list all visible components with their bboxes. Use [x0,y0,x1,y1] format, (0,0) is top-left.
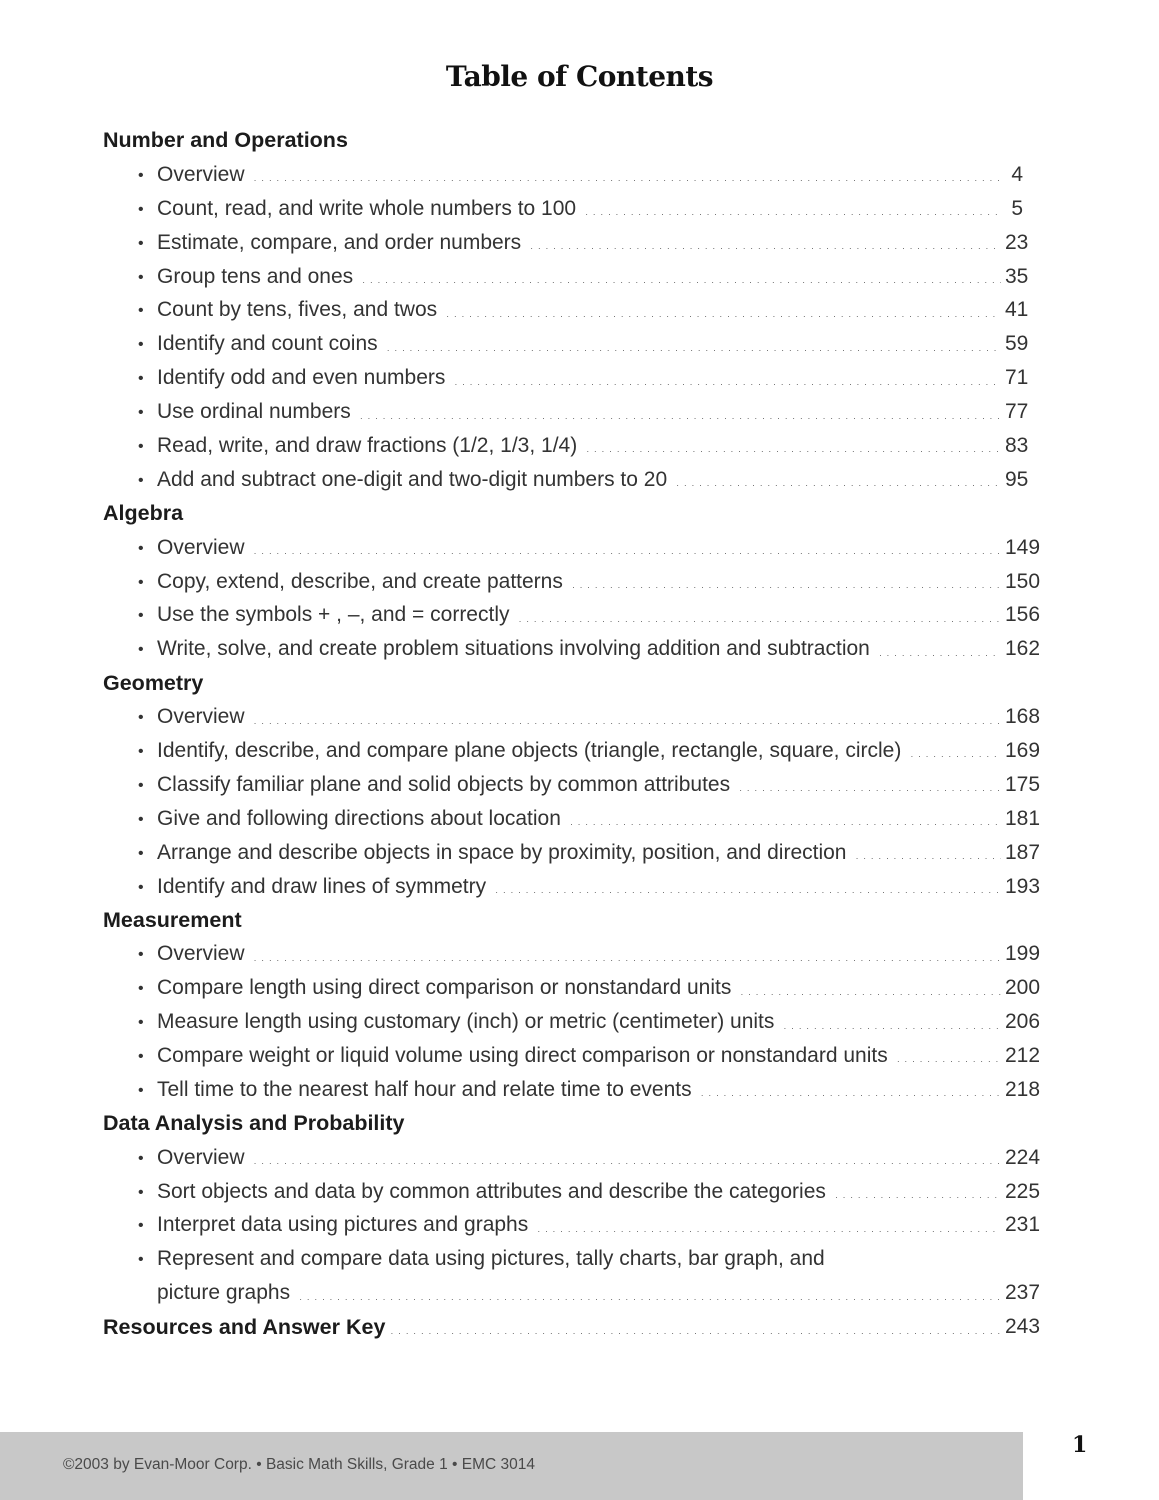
toc-item [103,293,1029,327]
toc-item-text: Measure length using customary (inch) or metric (centimeter) units [157,1010,775,1034]
bullet-icon: • [138,1045,144,1065]
bullet-icon: • [138,1249,144,1269]
toc-item-page: 23 [1005,230,1029,254]
toc-item-page: 175 [1005,772,1041,796]
toc-item [103,531,1041,565]
bullet-icon: • [138,1215,144,1235]
toc-item-page: 162 [1005,637,1041,661]
dot-leader [298,1285,1001,1304]
toc-item-page: 59 [1005,332,1029,356]
toc-item-page: 77 [1005,400,1029,424]
toc-item-page: 206 [1005,1010,1041,1034]
dot-leader [529,234,1001,253]
toc-item [103,192,1023,226]
toc-item-page: 5 [1011,196,1023,220]
toc-item-page: 149 [1005,535,1041,559]
toc-item-text: Count, read, and write whole numbers to 100 [157,196,577,220]
section-heading [103,666,1023,700]
bullet-icon: • [138,876,144,896]
toc-item [103,870,1041,904]
toc-item-page: 218 [1005,1077,1041,1101]
toc-item-page: 231 [1005,1213,1041,1237]
toc-item [103,768,1041,802]
toc-item-page: 168 [1005,705,1041,729]
toc-item-text: Identify and count coins [157,332,378,356]
toc-item-page: 4 [1011,162,1023,186]
footer-copyright: ©2003 by Evan-Moor Corp. • Basic Math Skills, Grade 1 • EMC 3014 [63,1456,535,1473]
dot-leader [361,268,1001,287]
bullet-icon: • [138,164,144,184]
toc-item [103,836,1041,870]
dot-leader [675,471,1001,490]
toc-item-page: 200 [1005,976,1041,1000]
dot-leader [253,539,1001,558]
section-title: Algebra [103,501,184,526]
toc-item-page: 199 [1005,942,1041,966]
toc-item-text: Interpret data using pictures and graphs [157,1213,529,1237]
bullet-icon: • [138,1079,144,1099]
bullet-icon: • [138,571,144,591]
toc-item-text: Overview [157,705,245,729]
toc-item [103,937,1041,971]
toc-item [103,1073,1041,1107]
toc-item-text: Identify odd and even numbers [157,366,446,390]
dot-leader [359,404,1001,423]
toc-item-page: 169 [1005,738,1041,762]
section-heading [103,124,1023,158]
dot-leader [584,200,1001,219]
toc-item [103,1005,1041,1039]
toc-item-page: 71 [1005,366,1029,390]
section-heading [103,1107,1023,1141]
toc-item-text: Identify and draw lines of symmetry [157,874,487,898]
toc-item-text: Count by tens, fives, and twos [157,298,438,322]
toc-item [103,429,1029,463]
toc-item [103,700,1041,734]
dot-leader [518,607,1002,626]
section-title: Measurement [103,907,242,932]
toc-item-text: Represent and compare data using pictures, tally charts, bar graph, and [157,1247,825,1271]
toc-item-text: Compare length using direct comparison or nonstandard units [157,976,732,1000]
toc-item-text: Give and following directions about location [157,806,561,830]
bullet-icon: • [138,707,144,727]
toc-item-text: Use ordinal numbers [157,400,351,424]
toc-item [103,1175,1041,1209]
toc-item-text: Overview [157,162,245,186]
page-title: Table of Contents [445,60,714,93]
bullet-icon: • [138,944,144,964]
toc-item-text: Overview [157,1145,245,1169]
toc-item [103,395,1029,429]
toc-item-text: Read, write, and draw fractions (1/2, 1/3, 1/4) [157,433,578,457]
toc-item-page: 224 [1005,1145,1041,1169]
toc-item-text: Tell time to the nearest half hour and relate time to events [157,1077,692,1101]
bullet-icon: • [138,740,144,760]
dot-leader [536,1217,1001,1236]
dot-leader [389,1319,1001,1338]
bullet-icon: • [138,605,144,625]
toc-item-page: 193 [1005,874,1041,898]
toc-item-page: 212 [1005,1043,1041,1067]
toc-item-page: 150 [1005,569,1041,593]
toc-item [103,632,1041,666]
dot-leader [494,878,1001,897]
dot-leader [878,641,1001,660]
toc-item-text: Sort objects and data by common attributes and describe the categories [157,1179,826,1203]
section-heading [103,903,1023,937]
toc-item [103,565,1041,599]
toc-item-page: 181 [1005,806,1041,830]
bullet-icon: • [138,334,144,354]
dot-leader [386,336,1001,355]
toc-item [103,971,1041,1005]
bullet-icon: • [138,402,144,422]
toc-item-text: Use the symbols + , –, and = correctly [157,603,510,627]
toc-item-page: 237 [1005,1281,1041,1305]
toc-item [103,158,1023,192]
toc-item [103,598,1041,632]
dot-leader [253,1149,1001,1168]
bullet-icon: • [138,300,144,320]
toc-item-page: 243 [1005,1315,1041,1339]
dot-leader [253,709,1001,728]
footer-bar [0,1432,1023,1500]
dot-leader [896,1047,1001,1066]
toc-item [103,463,1029,497]
toc-item-text: Compare weight or liquid volume using direct comparison or nonstandard units [157,1043,888,1067]
toc-item [103,1141,1041,1175]
toc-item-text: Identify, describe, and compare plane objects (triangle, rectangle, square, circle) [157,738,902,762]
toc-item [103,361,1029,395]
dot-leader [782,1014,1001,1033]
dot-leader [445,302,1001,321]
bullet-icon: • [138,1012,144,1032]
toc-item-text: Overview [157,942,245,966]
dot-leader [253,166,1001,185]
bullet-icon: • [138,808,144,828]
section-title: Data Analysis and Probability [103,1111,405,1136]
toc-item-text: Group tens and ones [157,264,354,288]
bullet-icon: • [138,266,144,286]
toc-item [103,802,1041,836]
bullet-icon: • [138,368,144,388]
toc-item-continuation [103,1276,1041,1310]
dot-leader [453,370,1001,389]
dot-leader [834,1183,1001,1202]
toc-item-page: 225 [1005,1179,1041,1203]
toc-item-page: 83 [1005,433,1029,457]
section-heading [103,497,1023,531]
dot-leader [854,844,1001,863]
bullet-icon: • [138,1147,144,1167]
toc-item [103,226,1029,260]
section-title: Geometry [103,670,204,695]
dot-leader [739,980,1001,999]
toc-item-text: Classify familiar plane and solid objects by common attributes [157,772,731,796]
section-title: Resources and Answer Key [103,1314,386,1339]
toc-item-first-line [103,1242,1023,1276]
bullet-icon: • [138,537,144,557]
dot-leader [738,776,1001,795]
page-number: 1 [1072,1432,1088,1458]
dot-leader [569,810,1001,829]
toc-item-text: Write, solve, and create problem situations involving addition and subtraction [157,637,870,661]
dot-leader [909,742,1001,761]
bullet-icon: • [138,435,144,455]
bullet-icon: • [138,774,144,794]
toc-item-page: 41 [1005,298,1029,322]
bullet-icon: • [138,842,144,862]
bullet-icon: • [138,232,144,252]
toc-item-text: Add and subtract one-digit and two-digit numbers to 20 [157,467,668,491]
bullet-icon: • [138,639,144,659]
toc-item-text: Arrange and describe objects in space by proximity, position, and direction [157,840,847,864]
toc-item-page: 156 [1005,603,1041,627]
bullet-icon: • [138,1181,144,1201]
bullet-icon: • [138,198,144,218]
toc-item [103,1039,1041,1073]
bullet-icon: • [138,469,144,489]
toc-item-text: Overview [157,535,245,559]
toc-item [103,260,1029,294]
toc-item-text-continued: picture graphs [157,1281,291,1305]
toc-item [103,1209,1041,1243]
toc-item [103,327,1029,361]
table-of-contents [103,124,1041,1344]
resources-entry [103,1310,1041,1344]
dot-leader [700,1081,1001,1100]
section-title: Number and Operations [103,128,348,153]
toc-item [103,734,1041,768]
toc-item-page: 95 [1005,467,1029,491]
toc-item-text: Estimate, compare, and order numbers [157,230,522,254]
bullet-icon: • [138,978,144,998]
toc-item-page: 35 [1005,264,1029,288]
toc-item-text: Copy, extend, describe, and create patterns [157,569,563,593]
dot-leader [253,946,1001,965]
dot-leader [571,573,1001,592]
dot-leader [585,437,1001,456]
toc-item-page: 187 [1005,840,1041,864]
